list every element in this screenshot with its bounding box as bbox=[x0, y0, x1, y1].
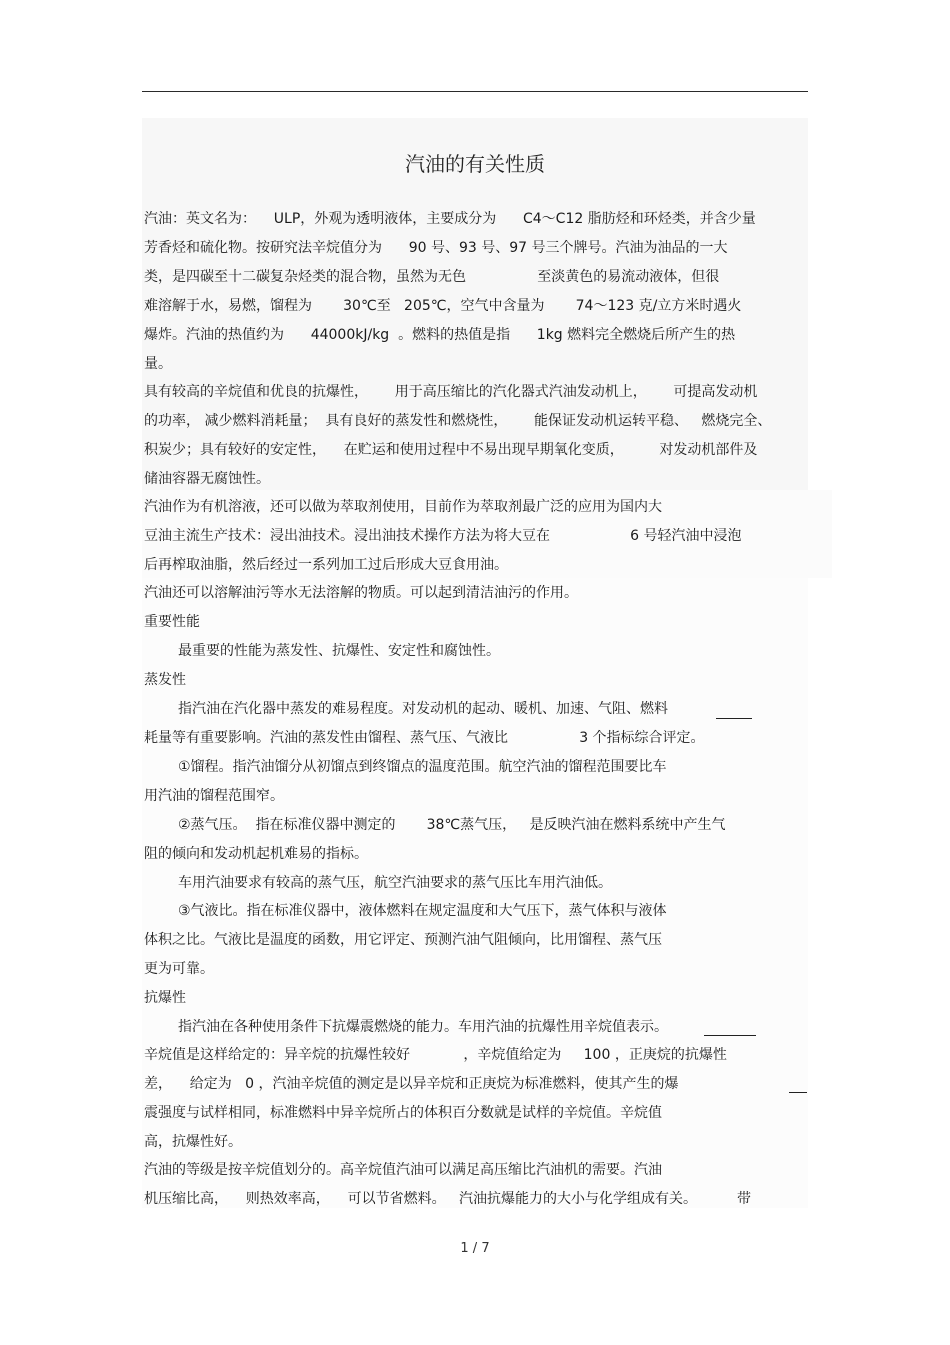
text-line: 辛烷值是这样给定的：异辛烷的抗爆性较好 ，辛烷值给定为 100 ，正庚烷的抗爆性 bbox=[144, 1047, 727, 1063]
section-heading: 重要性能 bbox=[144, 614, 200, 630]
text-line: 具有较高的辛烷值和优良的抗爆性， 用于高压缩比的汽化器式汽油发动机上， 可提高发动机 bbox=[144, 384, 758, 400]
text-line: 爆炸。汽油的热值约为 44000kJ/kg 。燃料的热值是指 1kg 燃料完全燃烧后所产生的热 bbox=[144, 327, 736, 343]
text-line: 最重要的性能为蒸发性、抗爆性、安定性和腐蚀性。 bbox=[178, 643, 500, 659]
text-line: ③气液比。指在标准仪器中，液体燃料在规定温度和大气压下，蒸气体积与液体 bbox=[178, 903, 667, 919]
text-line: 指汽油在各种使用条件下抗爆震燃烧的能力。车用汽油的抗爆性用辛烷值表示。 bbox=[178, 1019, 668, 1035]
fill-blank bbox=[704, 1021, 756, 1036]
text-line: 汽油的等级是按辛烷值划分的。高辛烷值汽油可以满足高压缩比汽油机的需要。汽油 bbox=[144, 1162, 662, 1178]
text-line: 用汽油的馏程范围窄。 bbox=[144, 788, 284, 804]
text-line: 豆油主流生产技术：浸出油技术。浸出油技术操作方法为将大豆在 6 号轻汽油中浸泡 bbox=[144, 528, 742, 544]
text-line: ①馏程。指汽油馏分从初馏点到终馏点的温度范围。航空汽油的馏程范围要比车 bbox=[178, 759, 667, 775]
fill-blank bbox=[716, 704, 752, 719]
text-line: 车用汽油要求有较高的蒸气压，航空汽油要求的蒸气压比车用汽油低。 bbox=[178, 875, 612, 891]
fill-blank bbox=[789, 1078, 807, 1093]
text-line: 指汽油在汽化器中蒸发的难易程度。对发动机的起动、暖机、加速、气阻、燃料 bbox=[178, 701, 668, 717]
page-title: 汽油的有关性质 bbox=[405, 152, 545, 176]
text-line: 汽油：英文名为： ULP，外观为透明液体，主要成分为 C4～C12 脂肪烃和环烃类，并含少量 bbox=[144, 211, 756, 227]
section-heading: 抗爆性 bbox=[144, 990, 186, 1006]
cleaning-paragraph: 汽油还可以溶解油污等水无法溶解的物质。可以起到清洁油污的作用。 bbox=[144, 585, 578, 601]
text-line: 积炭少；具有较好的安定性， 在贮运和使用过程中不易出现早期氧化变质， 对发动机部件及 bbox=[144, 442, 758, 458]
text-line: 阻的倾向和发动机起机难易的指标。 bbox=[144, 846, 368, 862]
text-line: 更为可靠。 bbox=[144, 961, 214, 977]
text-line: 体积之比。气液比是温度的函数，用它评定、预测汽油气阻倾向，比用馏程、蒸气压 bbox=[144, 932, 662, 948]
text-line: 机压缩比高， 则热效率高， 可以节省燃料。 汽油抗爆能力的大小与化学组成有关。 带 bbox=[144, 1191, 752, 1207]
text-line: 差， 给定为 0 ，汽油辛烷值的测定是以异辛烷和正庚烷为标准燃料，使其产生的爆 bbox=[144, 1076, 679, 1092]
header-rule bbox=[142, 91, 808, 92]
section-heading: 蒸发性 bbox=[144, 672, 186, 688]
text-line: 的功率， 减少燃料消耗量； 具有良好的蒸发性和燃烧性， 能保证发动机运转平稳、 燃烧完全、 bbox=[144, 413, 772, 429]
text-line: 类，是四碳至十二碳复杂烃类的混合物，虽然为无色 至淡黄色的易流动液体，但很 bbox=[144, 269, 720, 285]
text-line: 高，抗爆性好。 bbox=[144, 1134, 242, 1150]
page-number: 1 / 7 bbox=[460, 1241, 490, 1256]
text-line: 后再榨取油脂，然后经过一系列加工过后形成大豆食用油。 bbox=[144, 557, 508, 573]
text-line: 储油容器无腐蚀性。 bbox=[144, 471, 270, 487]
text-line: 震强度与试样相同，标准燃料中异辛烷所占的体积百分数就是试样的辛烷值。辛烷值 bbox=[144, 1105, 662, 1121]
text-line: 耗量等有重要影响。汽油的蒸发性由馏程、蒸气压、气液比 3 个指标综合评定。 bbox=[144, 730, 705, 746]
text-line: 芳香烃和硫化物。按研究法辛烷值分为 90 号、93 号、97 号三个牌号。汽油为油品的一大 bbox=[144, 240, 728, 256]
text-line: 汽油作为有机溶液，还可以做为萃取剂使用，目前作为萃取剂最广泛的应用为国内大 bbox=[144, 499, 662, 515]
text-line: ②蒸气压。 指在标准仪器中测定的 38℃蒸气压， 是反映汽油在燃料系统中产生气 bbox=[178, 817, 726, 833]
text-line: 量。 bbox=[144, 356, 172, 372]
text-line: 难溶解于水，易燃，馏程为 30℃至 205℃，空气中含量为 74～123 克/立方米时遇火 bbox=[144, 298, 742, 314]
